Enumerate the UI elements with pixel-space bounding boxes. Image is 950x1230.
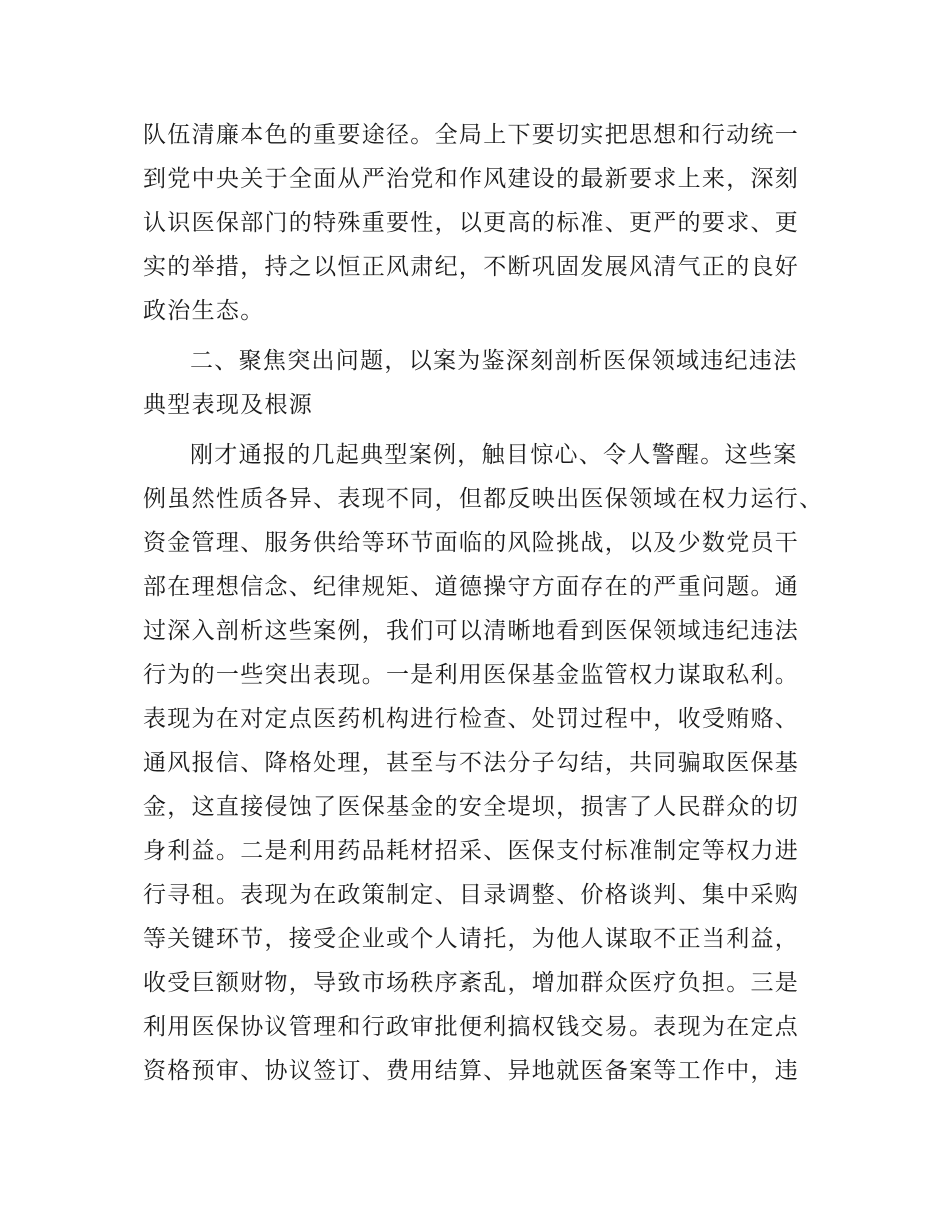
text-line: 身利益。二是利用药品耗材招采、医保支付标准制定等权力进 xyxy=(143,838,800,864)
text-line: 等关键环节，接受企业或个人请托，为他人谋取不正当利益， xyxy=(143,926,800,952)
text-line: 到党中央关于全面从严治党和作风建设的最新要求上来，深刻 xyxy=(143,166,800,192)
text-line: 资格预审、协议签订、费用结算、异地就医备案等工作中，违 xyxy=(143,1058,800,1084)
paragraph xyxy=(143,433,843,1093)
text-line: 政治生态。 xyxy=(143,298,265,324)
document-body xyxy=(143,113,843,1093)
text-line: 表现为在对定点医药机构进行检查、处罚过程中，收受贿赂、 xyxy=(143,706,800,732)
heading-line: 典型表现及根源 xyxy=(143,392,314,418)
text-line: 资金管理、服务供给等环节面临的风险挑战，以及少数党员干 xyxy=(143,530,800,556)
text-line: 过深入剖析这些案例，我们可以清晰地看到医保领域违纪违法 xyxy=(143,618,800,644)
text-line: 行寻租。表现为在政策制定、目录调整、价格谈判、集中采购 xyxy=(143,882,800,908)
text-line: 利用医保协议管理和行政审批便利搞权钱交易。表现为在定点 xyxy=(143,1014,800,1040)
text-line: 实的举措，持之以恒正风肃纪，不断巩固发展风清气正的良好 xyxy=(143,254,800,280)
text-line: 通风报信、降格处理，甚至与不法分子勾结，共同骗取医保基 xyxy=(143,750,800,776)
text-line: 队伍清廉本色的重要途径。全局上下要切实把思想和行动统一 xyxy=(143,122,800,148)
heading-line: 二、聚焦突出问题，以案为鉴深刻剖析医保领域违纪违法 xyxy=(190,348,798,374)
text-line: 部在理想信念、纪律规矩、道德操守方面存在的严重问题。通 xyxy=(143,574,800,600)
text-line: 刚才通报的几起典型案例，触目惊心、令人警醒。这些案 xyxy=(190,442,798,468)
text-line: 金，这直接侵蚀了医保基金的安全堤坝，损害了人民群众的切 xyxy=(143,794,800,820)
text-line: 认识医保部门的特殊重要性，以更高的标准、更严的要求、更 xyxy=(143,210,800,236)
section-heading xyxy=(143,339,843,427)
text-line: 行为的一些突出表现。一是利用医保基金监管权力谋取私利。 xyxy=(143,662,800,688)
text-line: 例虽然性质各异、表现不同，但都反映出医保领域在权力运行、 xyxy=(143,486,824,512)
text-line: 收受巨额财物，导致市场秩序紊乱，增加群众医疗负担。三是 xyxy=(143,970,800,996)
paragraph xyxy=(143,113,843,333)
